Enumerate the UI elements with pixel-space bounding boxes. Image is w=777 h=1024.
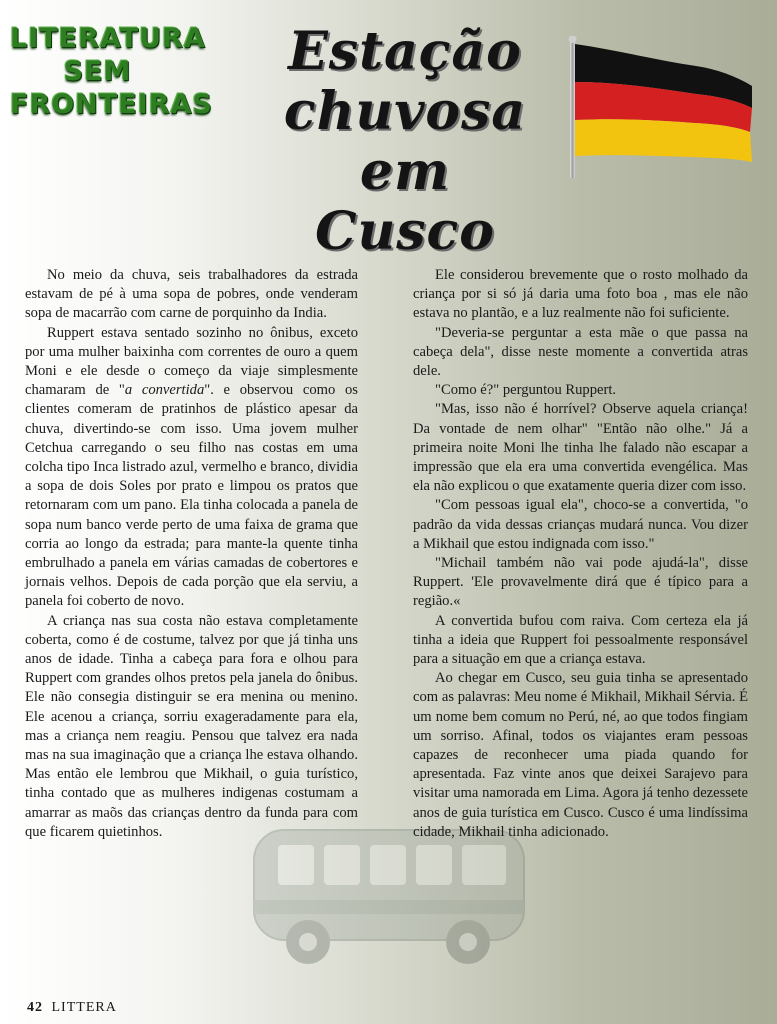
magazine-name: LITTERA xyxy=(51,1000,117,1015)
title-line-2: chuvosa em xyxy=(283,81,527,202)
bus-window xyxy=(324,845,360,885)
bus-window xyxy=(416,845,452,885)
paragraph: "Com pessoas igual ela", choco-se a convertida, "o padrão da vida dessas crianças mudará nunca. Vou dizer a Mikhail que estou indignada com isso." xyxy=(413,497,748,552)
bus-window xyxy=(462,845,506,885)
article-title xyxy=(245,22,565,262)
paragraph: "Como é?" perguntou Ruppert. xyxy=(435,382,617,399)
title-line-1: Estação xyxy=(288,21,522,82)
title-line-3: Cusco xyxy=(315,201,495,262)
emphasis-text: a convertida xyxy=(124,382,205,399)
paragraph: Ele considerou brevemente que o rosto molhado da criança por si só já daria uma foto boa , mas ele não estava no plantão, e a luz realmente não foi suficiente. xyxy=(413,267,748,322)
section-tag-line-3: FRONTEIRAS xyxy=(10,89,213,120)
german-flag-image xyxy=(566,36,758,178)
paragraph: "Michail também não vai pode ajudá-la", disse Ruppert. 'Ele provavelmente dirá que é típico para a região.« xyxy=(413,555,748,610)
paragraph-text: ". e observou como os clientes comeram de pratinhos de plástico apesar da chuva, divertindo-se com isso. Uma jovem mulher Cetchua carregando o seu filho nas costas em uma colcha tipo Inca listrado azul, vermelho e branco, dividia a sopa de dois Soles por prato e limpou os pratos que retornaram com um pano. Ela tinha colocada a panela de sopa num banco verde perto de uma faixa de grama que corria ao longo da estrada; para mante-la quente tinha embrulhado a panela em várias camadas de cobertores e jornais velhos. Depois de cada porção que ela serviu, a panela foi coberto de novo. xyxy=(25,382,358,610)
paragraph: "Mas, isso não é horrível? Observe aquela criança! Da vontade de nem olhar" "Então não olhe." Já a primeira noite Moni lhe tinha lhe falado não escapar a impressão que ela era uma convertida evengélica. Mas ela não explicou o que exatamente queria dizer com isso. xyxy=(413,401,748,495)
article-column-right xyxy=(413,266,748,842)
bus-window xyxy=(370,845,406,885)
paragraph: A convertida bufou com raiva. Com certeza ela já tinha a ideia que Ruppert foi pessoalmente responsável para a situação em que a criança estava. xyxy=(413,612,748,668)
flag-pole xyxy=(570,36,575,178)
section-tag-line-2: SEM xyxy=(63,56,132,87)
paragraph xyxy=(25,324,358,612)
paragraph-text: Ruppert estava sentado sozinho no ônibus, exceto por uma mulher baixinha com correntes de ouro a quem Moni e ele desde o começo da viaje simplesmente chamaram de " xyxy=(25,324,358,399)
page-footer xyxy=(27,1000,117,1016)
paragraph: A criança nas sua costa não estava completamente coberta, como é de costume, talvez por que já tinha uns anos de idade. Tinha a cabeça para fora e olhou para Ruppert com grandes olhos pretos pela janela do ônibus. Ele não consegia distinguir se era menina ou menino. Ele acenou a criança, sorriu exageradamente para ela, mas a criança nem reagiu. Pensou que talvez era nada mas na sua imaginação que a criança lhe estava olhando. Mas então ele lembrou que Mikhail, o guia turístico, tinha contado que as mulheres indigenas costumam a amarrar as maõs das crianças dentro da funda para com que ficarem quietinhos. xyxy=(25,612,358,840)
flag-pole-cap xyxy=(569,36,577,43)
page-number: 42 xyxy=(27,1000,43,1015)
bus-hubcap xyxy=(299,933,317,951)
section-tag xyxy=(10,22,213,121)
bus-window xyxy=(278,845,314,885)
paragraph: "Deveria-se perguntar a esta mãe o que passa na cabeça dela", disse neste momente a convertida atras dele. xyxy=(413,324,748,380)
paragraph: No meio da chuva, seis trabalhadores da estrada estavam de pé à uma sopa de pobres, onde venderam sopa de macarrão com carne de porquinho da India. xyxy=(25,267,358,322)
bus-hubcap xyxy=(459,933,477,951)
section-tag-line-1: LITERATURA xyxy=(10,23,206,54)
paragraph: Ao chegar em Cusco, seu guia tinha se apresentado com as palavras: Meu nome é Mikhail, Mikhail Sérvia. É um nome bem comum no Perú, né, ao que todos fingiam um sorriso. Afinal, todos os viajantes eram pessoas capazes de reconhecer uma piada quando for apresentada. Faz vinte anos que deixei Sarajevo para visitar uma namorada em Lima. Agora já tenho dezessete anos de guia turística em Cusco. Cusco é uma lindíssima cidade, Mikhail tinha adicionado. xyxy=(413,670,748,840)
bus-stripe xyxy=(254,900,524,914)
article-column-left xyxy=(25,266,358,842)
